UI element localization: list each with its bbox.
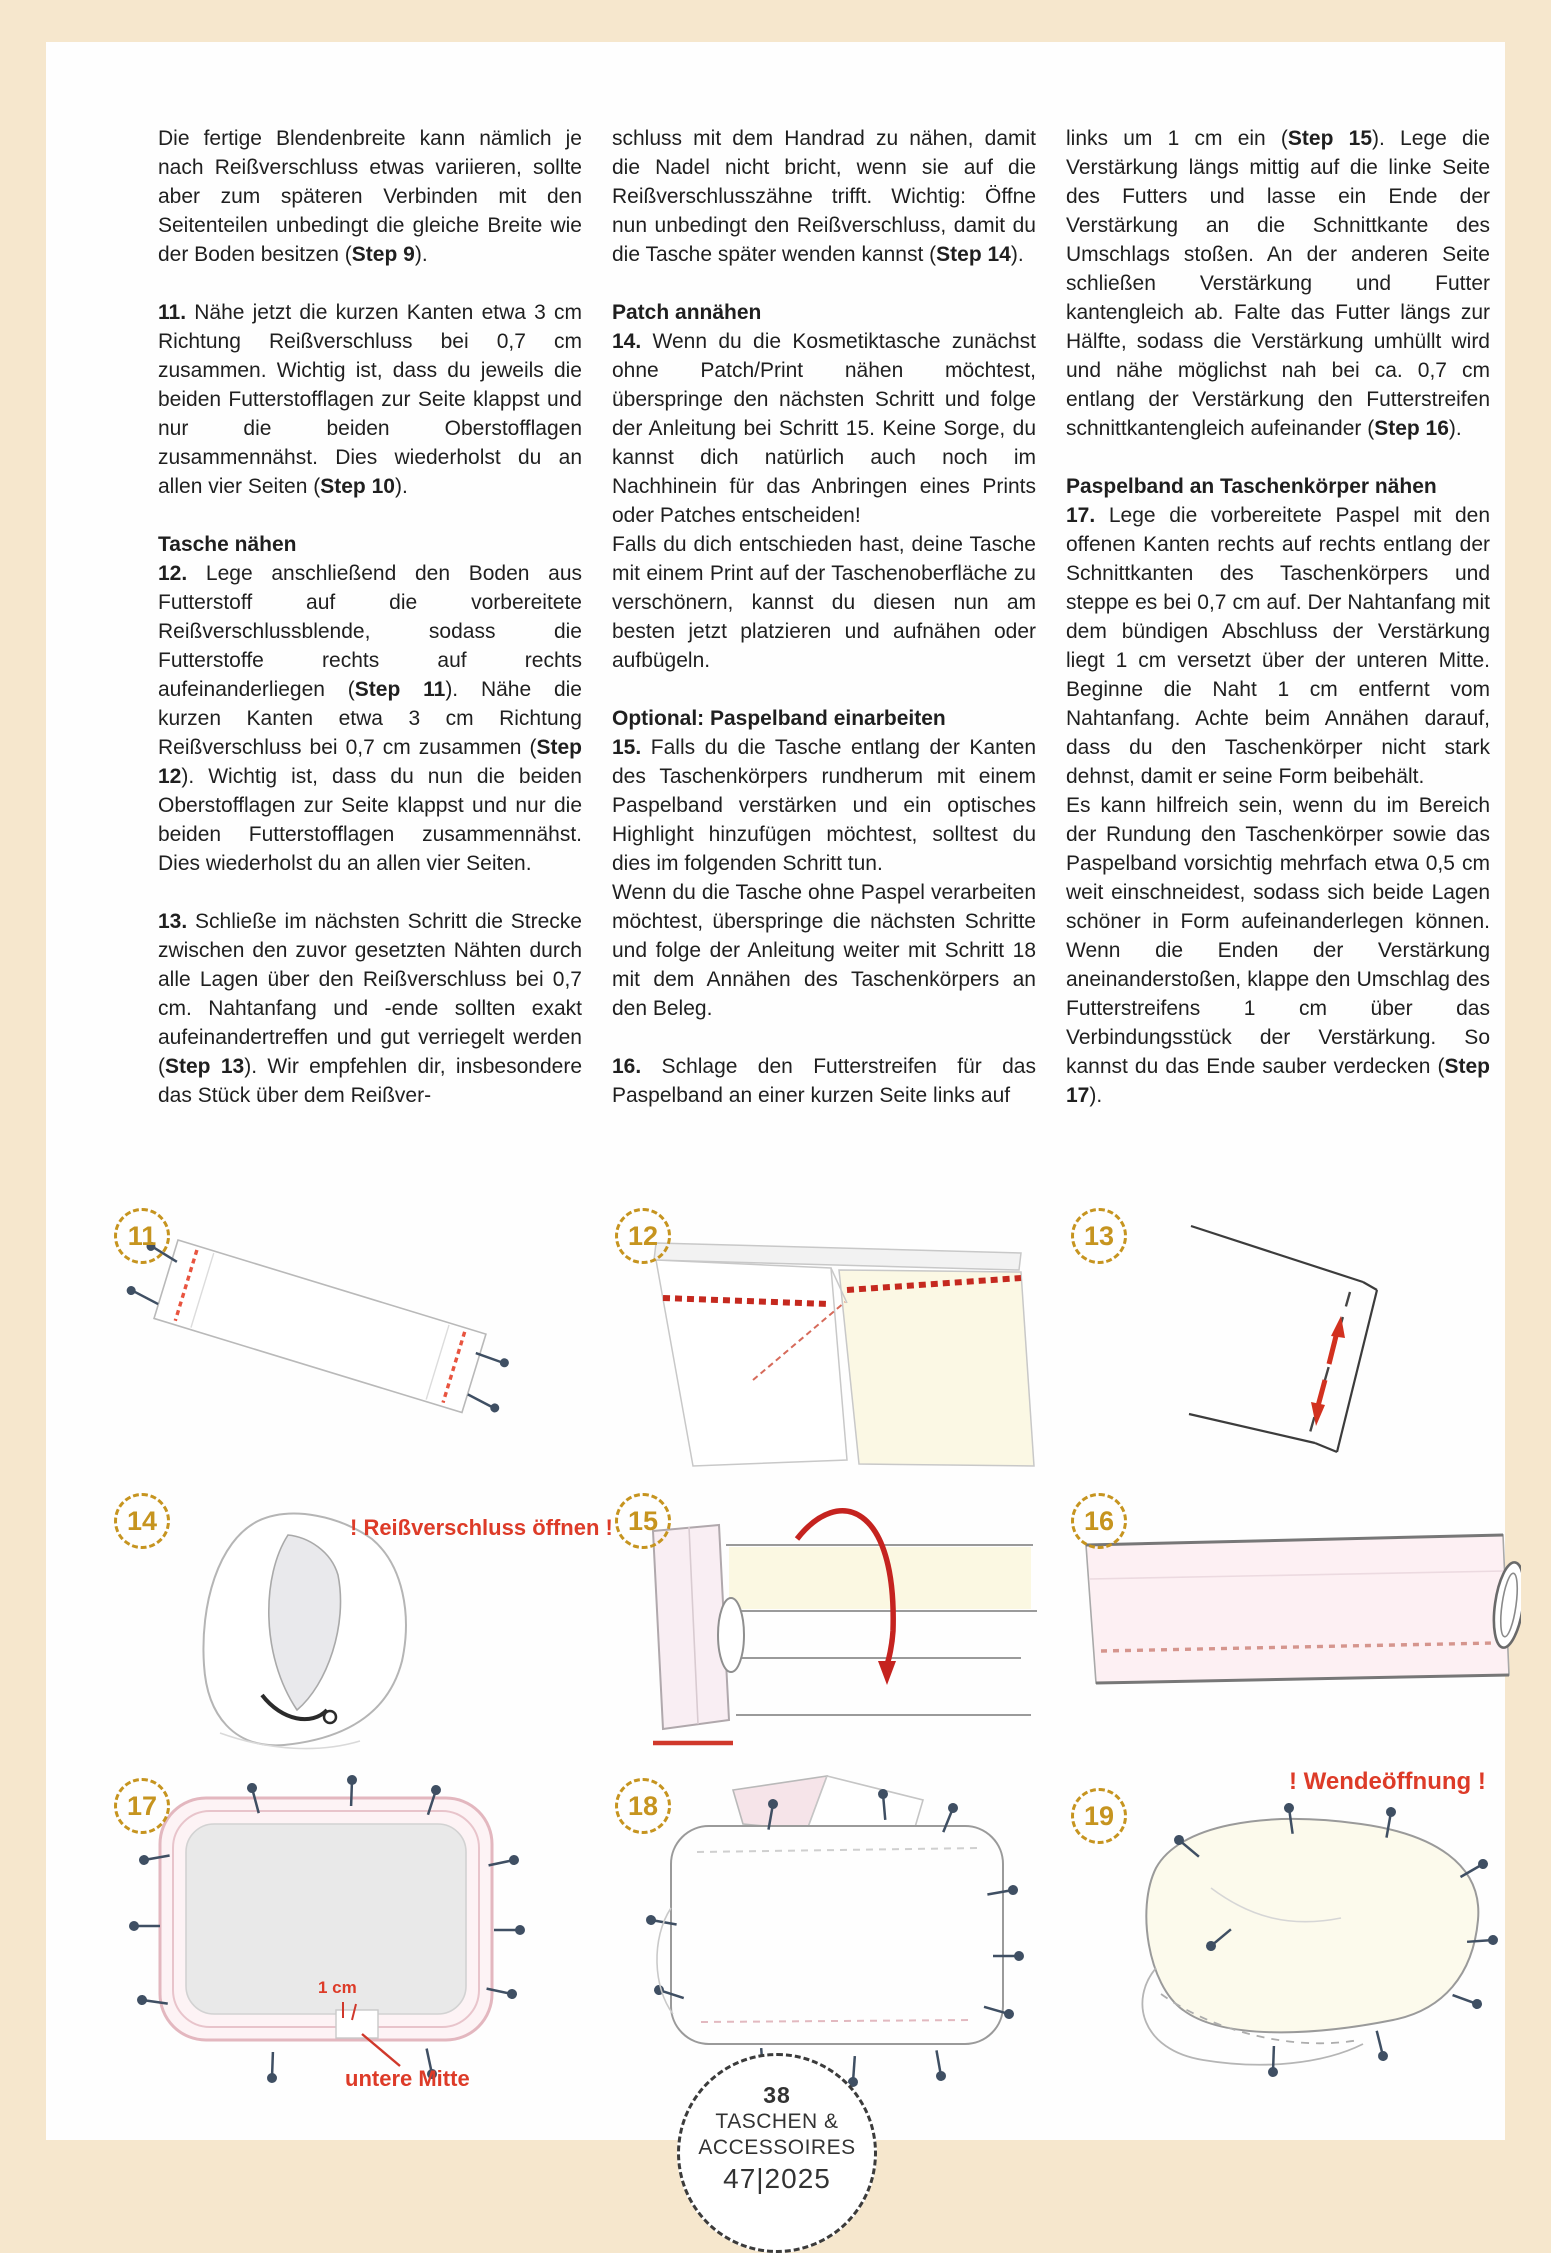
page-number: 38 [763,2082,791,2108]
body-paragraph: links um 1 cm ein (Step 15). Lege die Verstärkung längs mittig auf die linke Seite des Futters und lasse ein Ende der Verstärkung an die Schnittkante des Umschlags stoßen. An der anderen Seite schließen Verstärkung und Futter kantengleich ab. Falte das Futter längs zur Hälfte, sodass die Verstärkung umhüllt wird und nähe möglichst nah bei ca. 0,7 cm entlang der Verstärkung den Futterstreifen schnittkantengleich aufeinander (Step 16). [1066,127,1490,440]
folded-strip-illustration [1061,1483,1521,1763]
body-paragraph: schluss mit dem Handrad zu nähen, damit die Nadel nicht bricht, wenn sie auf die Reißverschlusszähne trifft. Wichtig: Öffne nun unbedingt den Reißverschluss, damit du die Tasche später wenden kannst (Step 14). [612,127,1036,266]
figure-label-1cm: 1 cm [318,1978,357,1997]
article-columns [158,124,1490,1110]
body-paragraph: 13. Schließe im nächsten Schritt die Strecke zwischen den zuvor gesetzten Nähten durch alle Lagen über den Reißverschluss bei 0,7 cm. Nahtanfang und -ende sollten exakt aufeinandertreffen und gut verriegelt werden (Step 13). Wir empfehlen dir, insbesondere das Stück über dem Reißver- [158,910,582,1107]
page-footer [677,2053,877,2253]
figure-step-17 [100,1768,545,2108]
body-paragraph: 17. Lege die vorbereitete Paspel mit den offenen Kanten rechts auf rechts entlang der Schnittkanten des Taschenkörpers und steppe es bei 0,7 cm auf. Der Nahtanfang mit dem bündigen Abschluss der Verstärkung liegt 1 cm versetzt über der unteren Mitte. Beginne die Naht 1 cm entfernt vom Nahtanfang. Achte beim Annähen darauf, dass du den Taschenkörper nicht stark dehnst, damit er seine Form beibehält. Es kann hilfreich sein, wenn du im Bereich der Rundung den Taschenkörper sowie das Paspelband vorsichtig mehrfach etwa 0,5 cm weit einschneidest, sodass sich beide Lagen schöner in Form aufeinanderlegen können. Wenn die Enden der Verstärkung aneinanderstoßen, klappe den Umschlag des Futterstreifens 1 cm über das Verbindungsstück der Verstärkung. So kannst du das Ende sauber verdecken (Step 17). [1066,504,1490,1107]
figure-annotation-wendeoeffnung: ! Wendeöffnung ! [1289,1768,1486,1795]
section-heading: Optional: Paspelband einarbeiten [612,707,946,730]
magazine-name-line1: TASCHEN & [715,2110,839,2133]
step-badge-13: 13 [1071,1208,1127,1264]
section-heading: Patch annähen [612,301,762,324]
body-paragraph: 14. Wenn du die Kosmetiktasche zunächst ohne Patch/Print nähen möchtest, überspringe den nächsten Schritt und folge der Anleitung bei Schritt 15. Keine Sorge, du kannst dich natürlich auch noch im Nachhinein für das Anbringen eines Prints oder Patches entscheiden! Falls du dich entschieden hast, deine Tasche mit einem Print auf der Taschenoberfläche zu verschönern, kannst du diesen nun am besten jetzt platzieren und aufnähen oder aufbügeln. [612,330,1036,672]
step-badge-17: 17 [114,1778,170,1834]
figure-step-14 [100,1483,613,1763]
magazine-name-line2: ACCESSOIRES [698,2136,856,2159]
figure-step-12 [601,1198,1056,1473]
turned-bag-illustration [1061,1768,1521,2108]
figure-step-19 [1061,1768,1521,2108]
body-paragraph: Die fertige Blendenbreite kann nämlich je nach Reißverschluss etwas variieren, sollte aber zum späteren Verbinden mit den Seitenteilen unbedingt die gleiche Breite wie der Boden besitzen (Step 9). [158,127,582,266]
step-badge-11: 11 [114,1208,170,1264]
issue-number: 47|2025 [723,2163,831,2194]
body-paragraph: 15. Falls du die Tasche entlang der Kanten des Taschenkörpers rundherum mit einem Paspelband verstärken und ein optisches Highlight hinzufügen möchtest, solltest du dies im folgenden Schritt tun. Wenn du die Tasche ohne Paspel verarbeiten möchtest, überspringe die nächsten Schritte und folge der Anleitung weiter mit Schritt 18 mit dem Annähen des Taschenkörpers an den Beleg. [612,736,1036,1020]
body-paragraph: 11. Nähe jetzt die kurzen Kanten etwa 3 cm Richtung Reißverschluss bei 0,7 cm zusammen. Wichtig ist, dass du jeweils die beiden Futterstofflagen zur Seite klappst und nur die beiden Oberstofflagen zusammennähst. Dies wiederholst du an allen vier Seiten (Step 10). [158,301,582,498]
text-column-1 [158,124,582,1110]
section-heading: Tasche nähen [158,533,297,556]
figure-step-11 [100,1198,545,1473]
figure-annotation-open-zipper: ! Reißverschluss öffnen ! [350,1515,613,1540]
step-badge-19: 19 [1071,1788,1127,1844]
section-heading: Paspelband an Taschenkörper nähen [1066,475,1437,498]
text-column-2 [612,124,1036,1110]
body-paragraph: 16. Schlage den Futterstreifen für das Paspelband an einer kurzen Seite links auf [612,1055,1036,1107]
step-badge-16: 16 [1071,1493,1127,1549]
pinned-bag-body-illustration [601,1768,1056,2108]
body-paragraph: 12. Lege anschließend den Boden aus Futterstoff auf die vorbereitete Reißverschlussblende, sodass die Futterstoffe rechts auf rechts aufeinanderliegen (Step 11). Nähe die kurzen Kanten etwa 3 cm Richtung Reißverschluss bei 0,7 cm zusammen (Step 12). Wichtig ist, dass du nun die beiden Oberstofflagen zur Seite klappst und nur die beiden Futterstofflagen zusammennähst. Dies wiederholst du an allen vier Seiten. [158,562,582,875]
figure-label-untere-mitte: untere Mitte [345,2066,470,2091]
figure-step-18 [601,1768,1056,2108]
corner-seam-illustration [1061,1198,1521,1473]
step-badge-18: 18 [615,1778,671,1834]
step-badge-14: 14 [114,1493,170,1549]
figure-step-16 [1061,1483,1521,1763]
figure-step-13 [1061,1198,1521,1473]
text-column-3 [1066,124,1490,1110]
step-badge-12: 12 [615,1208,671,1264]
figure-step-15 [601,1483,1056,1763]
page-content [46,42,1505,2140]
step-badge-15: 15 [615,1493,671,1549]
